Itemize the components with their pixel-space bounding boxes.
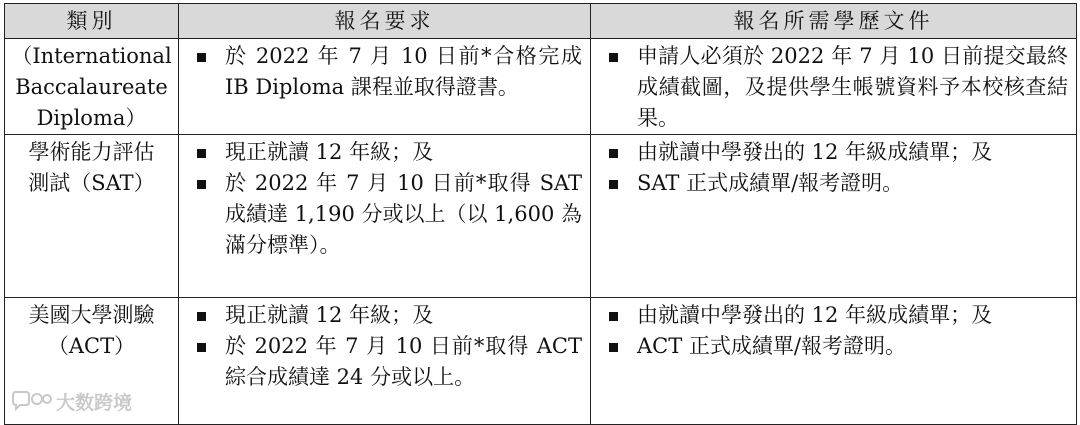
chat-bubble-logo-icon xyxy=(10,391,52,413)
list-item: ACT 正式成績單/報考證明。 xyxy=(605,331,1068,362)
table-row xyxy=(5,39,1077,135)
list-item: 於 2022 年 7 月 10 日前*取得 ACT 綜合成績達 24 分或以上。 xyxy=(193,331,582,393)
category-cell: （International Baccalaureate Diploma） xyxy=(5,39,179,135)
watermark-text: 大数跨境 xyxy=(56,392,133,414)
requirements-cell xyxy=(179,135,591,298)
requirements-cell xyxy=(179,298,591,425)
requirements-cell xyxy=(179,39,591,135)
table-row xyxy=(5,135,1077,298)
documents-cell xyxy=(591,39,1077,135)
documents-cell xyxy=(591,298,1077,425)
list-item: 於 2022 年 7 月 10 日前*合格完成 IB Diploma 課程並取得證書。 xyxy=(193,41,582,103)
list-item: 由就讀中學發出的 12 年級成績單；及 xyxy=(605,300,1068,331)
header-category: 類別 xyxy=(5,4,179,39)
documents-cell xyxy=(591,135,1077,298)
list-item: 由就讀中學發出的 12 年級成績單；及 xyxy=(605,137,1068,168)
table-row xyxy=(5,298,1077,425)
list-item: 現正就讀 12 年級；及 xyxy=(193,300,582,331)
watermark xyxy=(10,388,132,415)
list-item: 於 2022 年 7 月 10 日前*取得 SAT 成績達 1,190 分或以上（以 1,600 為滿分標準）。 xyxy=(193,168,582,261)
list-item: 申請人必須於 2022 年 7 月 10 日前提交最終成績截圖，及提供學生帳號資料予本校核查結果。 xyxy=(605,41,1068,134)
list-item: SAT 正式成績單/報考證明。 xyxy=(605,168,1068,199)
list-item: 現正就讀 12 年級；及 xyxy=(193,137,582,168)
category-cell: 學術能力評估 測試（SAT） xyxy=(5,135,179,298)
requirements-table xyxy=(4,3,1077,425)
table-header-row xyxy=(5,4,1077,39)
category-cell: 美國大學測驗 （ACT） xyxy=(5,298,179,425)
header-requirements: 報名要求 xyxy=(179,4,591,39)
header-documents: 報名所需學歷文件 xyxy=(591,4,1077,39)
